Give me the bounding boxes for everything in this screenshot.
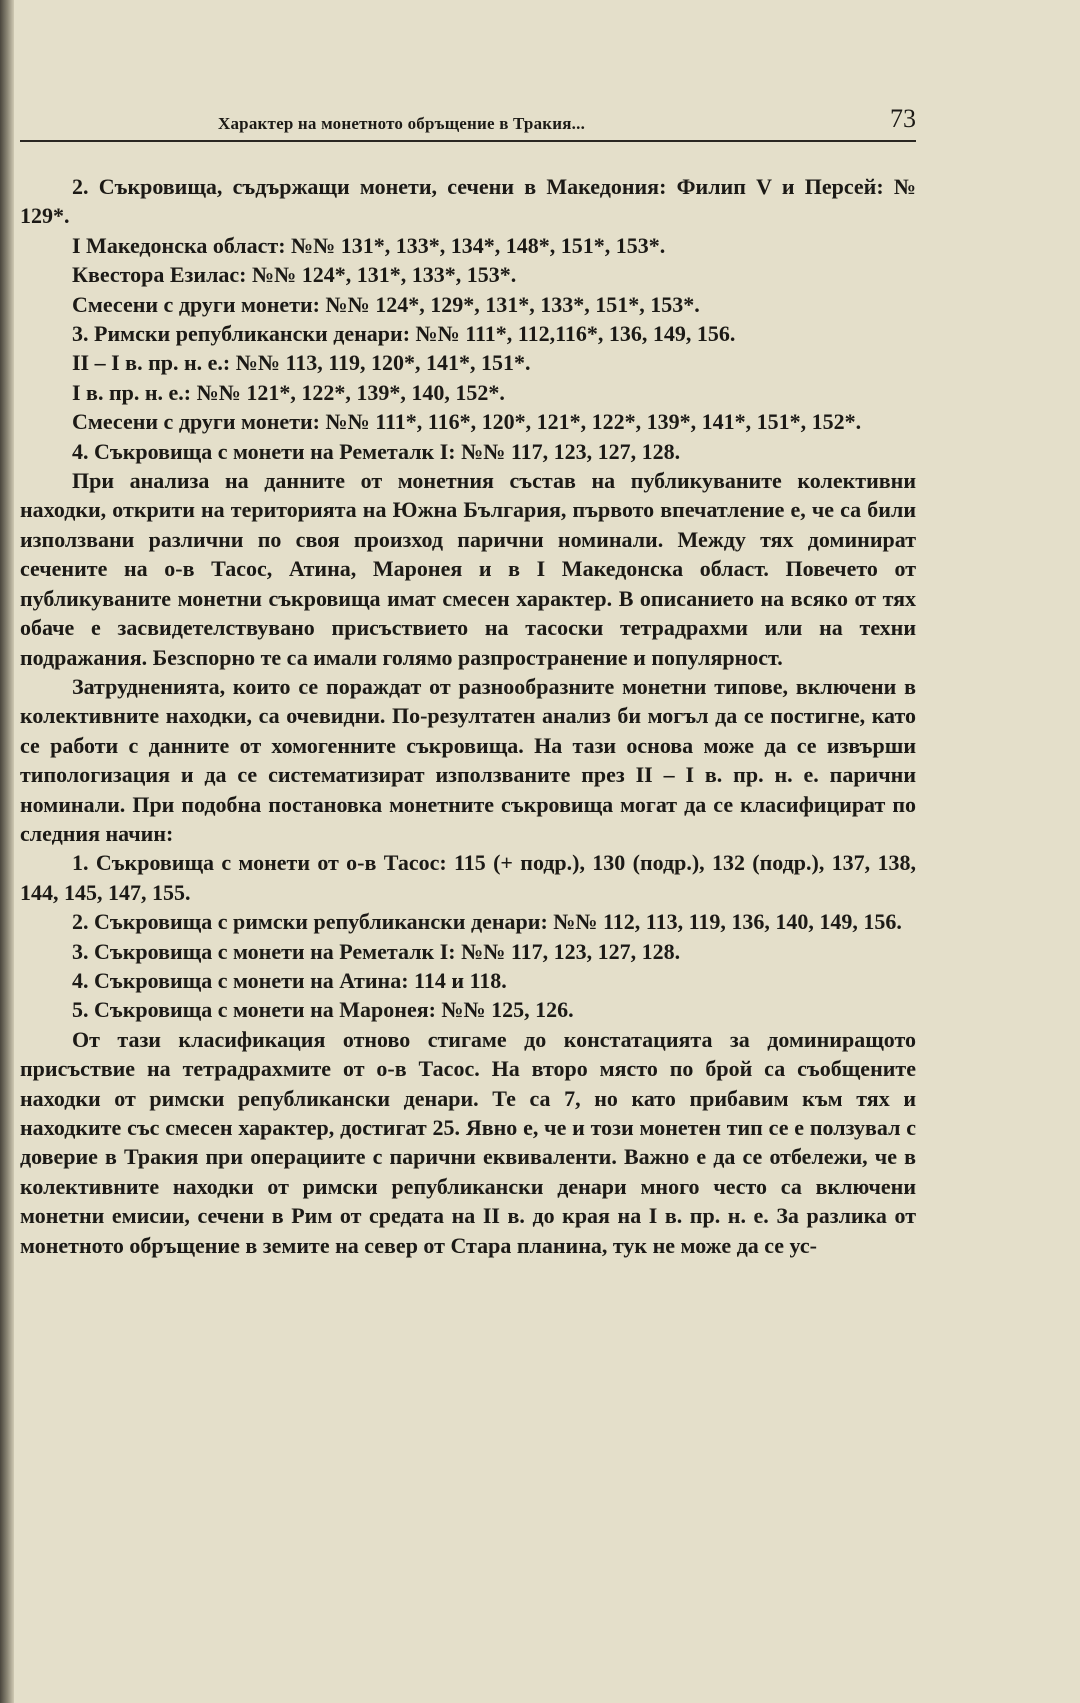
paragraph: Затрудненията, които се пораждат от разнообразните монетни типове, включени в колективните находки, са очевидни. По-резултатен анализ би могъл да се постигне, като се работи с данните от хомогенните съкровища. На тази основа може да се извърши типологизация и да се систематизират използваните през II – I в. пр. н. е. парични номинали. При подобна постановка монетните съкровища могат да се класифицират по следния начин:: [20, 673, 916, 846]
book-binding-shadow: [0, 0, 14, 1703]
paragraph: II – I в. пр. н. е.: №№ 113, 119, 120*, 141*, 151*.: [72, 350, 531, 376]
page-header: [20, 100, 916, 142]
paragraph: I в. пр. н. е.: №№ 121*, 122*, 139*, 140, 152*.: [72, 379, 505, 405]
paragraph: 4. Съкровища с монети на Атина: 114 и 118.: [72, 967, 507, 993]
paragraph: 5. Съкровища с монети на Маронея: №№ 125, 126.: [72, 997, 574, 1023]
paragraph: 2. Съкровища с римски републикански денари: №№ 112, 113, 119, 136, 140, 149, 156.: [72, 909, 902, 935]
page-number: 73: [890, 104, 916, 133]
paragraph: 2. Съкровища, съдържащи монети, сечени в Македония: Филип V и Персей: № 129*.: [20, 174, 916, 229]
paragraph: 1. Съкровища с монети от о-в Тасос: 115 (+ подр.), 130 (подр.), 132 (подр.), 137, 138, 144, 145, 147, 155.: [20, 850, 916, 905]
paragraph: I Македонска област: №№ 131*, 133*, 134*, 148*, 151*, 153*.: [72, 232, 666, 258]
running-title: Характер на монетното обръщение в Тракия...: [218, 114, 586, 133]
paragraph: Смесени с други монети: №№ 111*, 116*, 120*, 121*, 122*, 139*, 141*, 151*, 152*.: [72, 409, 862, 435]
paragraph: При анализа на данните от монетния състав на публикуваните колективни находки, открити на територията на Южна България, първото впечатление е, че са били използвани различни по своя произход парични номинали. Между тях доминират сечените на о-в Тасос, Атина, Маронея и в I Македонска област. Повечето от публикуваните монетни съкровища имат смесен характер. В описанието на всяко от тях обаче е засвидетелствувано присъствието на тасоски тетрадрахми или на техни подражания. Безспорно те са имали голямо разпространение и популярност.: [20, 468, 916, 670]
paragraph: 4. Съкровища с монети на Реметалк I: №№ 117, 123, 127, 128.: [72, 438, 681, 464]
paragraph: Квестора Езилас: №№ 124*, 131*, 133*, 153*.: [72, 262, 517, 288]
paragraph: 3. Съкровища с монети на Реметалк I: №№ 117, 123, 127, 128.: [72, 938, 681, 964]
paragraph: 3. Римски републикански денари: №№ 111*, 112,116*, 136, 149, 156.: [72, 321, 736, 347]
body-text: [20, 172, 916, 1260]
paragraph: От тази класификация отново стигаме до констатацията за доминиращото присъствие на тетрадрахмите от о-в Тасос. На второ място по брой са съобщените находки от римски републикански денари. Те са 7, но като прибавим към тях и находките със смесен характер, достигат 25. Явно е, че и този монетен тип се е ползувал с доверие в Тракия при операциите с парични еквиваленти. Важно е да се отбележи, че в колективните находки от римски републикански денари много често са включени монетни емисии, сечени в Рим от средата на II в. до края на I в. пр. н. е. За разлика от монетното обръщение в земите на север от Стара планина, тук не може да се ус-: [20, 1026, 916, 1258]
paragraph: Смесени с други монети: №№ 124*, 129*, 131*, 133*, 151*, 153*.: [72, 291, 700, 317]
